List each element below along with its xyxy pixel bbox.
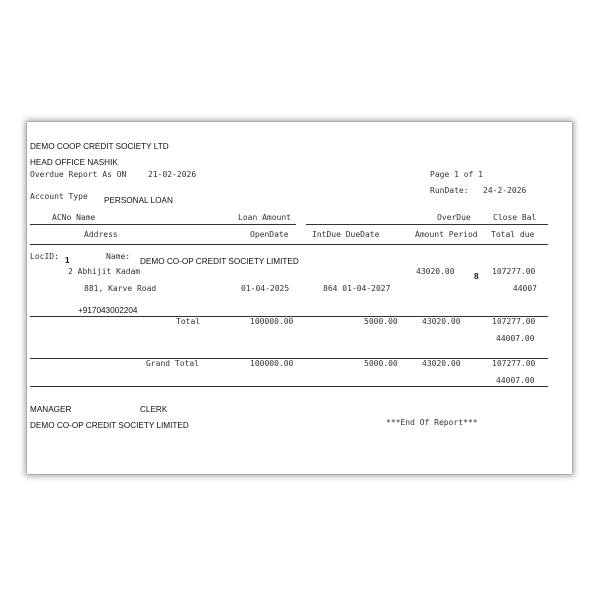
account-phone: +917043002204 bbox=[78, 306, 138, 315]
total-loan-amount: 100000.00 bbox=[250, 317, 294, 326]
total-total-due: 44007.00 bbox=[496, 334, 535, 343]
header-overdue: OverDue bbox=[437, 213, 471, 222]
loc-id: 1 bbox=[65, 256, 70, 265]
header-total-due: Total due bbox=[491, 230, 535, 239]
header-open-date: OpenDate bbox=[250, 230, 289, 239]
report-date: 21-02-2026 bbox=[148, 170, 197, 179]
account-total-due: 44007 bbox=[512, 284, 537, 293]
loc-name: DEMO CO-OP CREDIT SOCIETY LIMITED bbox=[140, 257, 299, 266]
grand-total-loan-amount: 100000.00 bbox=[250, 359, 294, 368]
header-address: Address bbox=[84, 230, 118, 239]
account-period: 8 bbox=[474, 272, 479, 281]
account-address: 881, Karve Road bbox=[84, 284, 157, 293]
account-intdue-duedate: 864 01-04-2027 bbox=[323, 284, 391, 293]
header-close-bal: Close Bal bbox=[493, 213, 537, 222]
header-rule-bottom bbox=[30, 244, 548, 245]
header-intdue-duedate: IntDue DueDate bbox=[312, 230, 380, 239]
grand-total-close-bal: 107277.00 bbox=[492, 359, 536, 368]
grand-total-intdue: 5000.00 bbox=[364, 359, 398, 368]
header-rule-left bbox=[30, 224, 296, 225]
total-label: Total bbox=[176, 317, 201, 326]
account-type-label: Account Type bbox=[30, 192, 88, 201]
page-info: Page 1 of 1 bbox=[430, 170, 483, 179]
footer-society-name: DEMO CO-OP CREDIT SOCIETY LIMITED bbox=[30, 421, 189, 430]
report-page bbox=[27, 122, 572, 474]
grand-total-overdue: 43020.00 bbox=[422, 359, 461, 368]
manager-signature-label: MANAGER bbox=[30, 405, 72, 414]
total-intdue: 5000.00 bbox=[364, 317, 398, 326]
run-date: 24-2-2026 bbox=[483, 186, 527, 195]
account-close-bal: 107277.00 bbox=[492, 267, 536, 276]
grand-total-label: Grand Total bbox=[146, 359, 199, 368]
header-rule-right bbox=[306, 224, 548, 225]
company-name: DEMO COOP CREDIT SOCIETY LTD bbox=[30, 142, 169, 151]
branch-name: HEAD OFFICE NASHIK bbox=[30, 158, 118, 167]
loc-label: LocID: bbox=[30, 252, 59, 261]
account-acno-name: 2 Abhijit Kadam bbox=[68, 267, 141, 276]
report-title: Overdue Report As ON bbox=[30, 170, 127, 179]
run-date-label: RunDate: bbox=[430, 186, 469, 195]
header-loan-amount: Loan Amount bbox=[238, 213, 291, 222]
grand-total-total-due: 44007.00 bbox=[496, 376, 535, 385]
account-open-date: 01-04-2025 bbox=[241, 284, 290, 293]
clerk-signature-label: CLERK bbox=[140, 405, 168, 414]
end-of-report: ***End Of Report*** bbox=[386, 418, 478, 427]
header-amount-period: Amount Period bbox=[415, 230, 478, 239]
total-overdue: 43020.00 bbox=[422, 317, 461, 326]
total-close-bal: 107277.00 bbox=[492, 317, 536, 326]
grand-total-rule-bottom bbox=[30, 386, 548, 387]
loc-name-label: Name: bbox=[106, 252, 131, 261]
account-overdue-amount: 43020.00 bbox=[416, 267, 455, 276]
header-acno-name: ACNo Name bbox=[52, 213, 96, 222]
account-type: PERSONAL LOAN bbox=[104, 196, 173, 205]
